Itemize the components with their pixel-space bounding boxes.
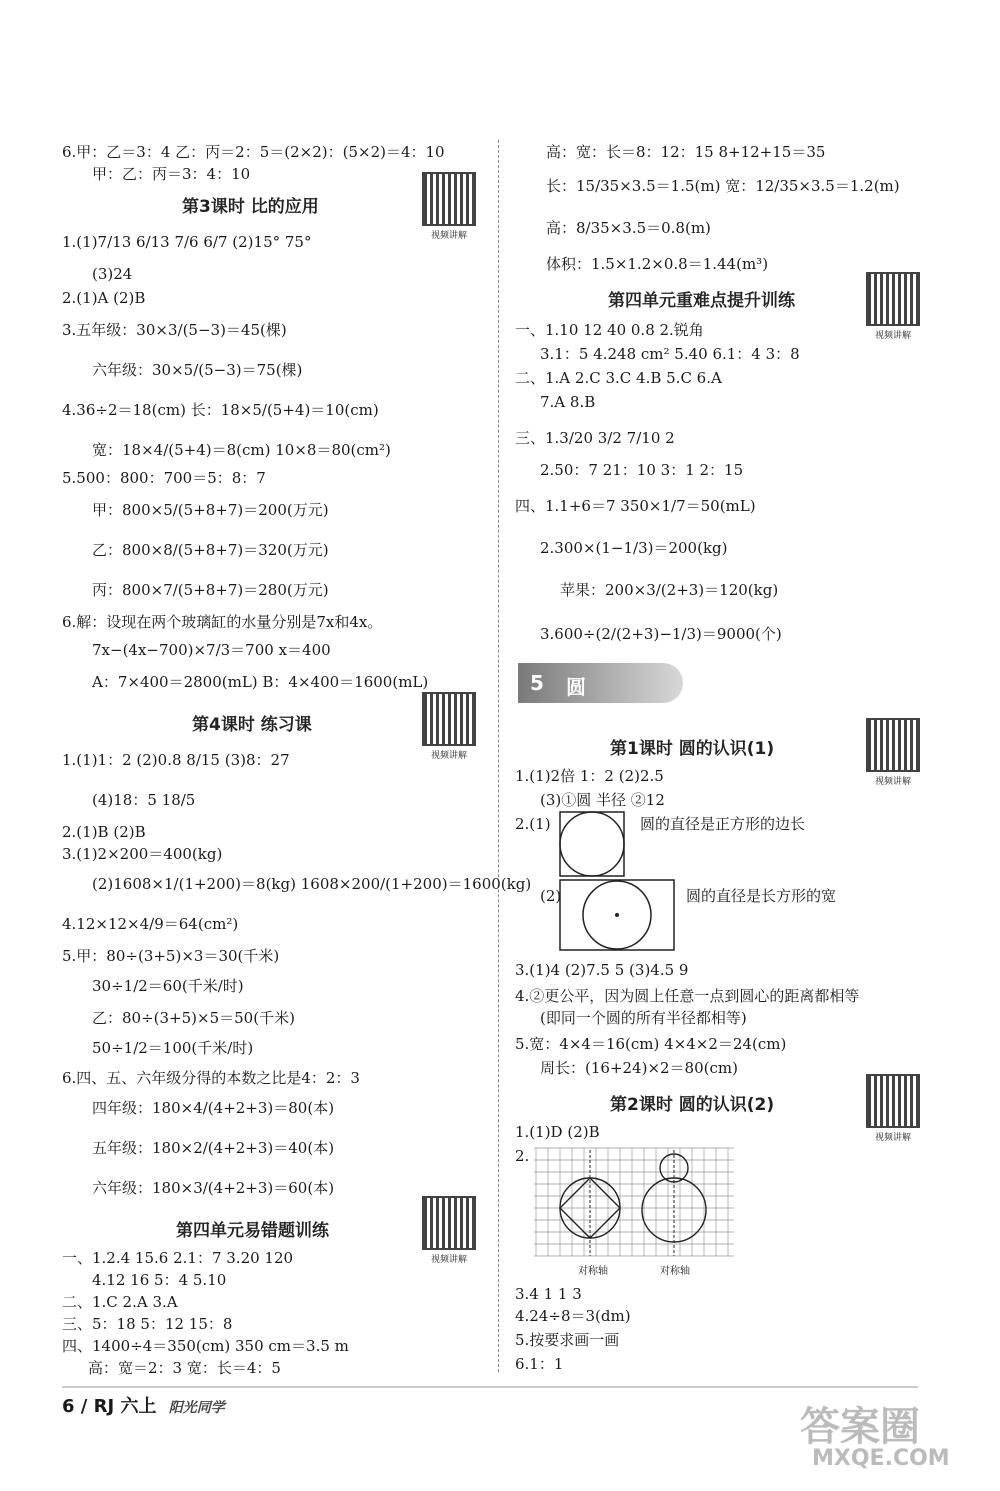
answer-line: 丙：800×7/(5+8+7)＝280(万元) [92, 581, 329, 599]
answer-line: 2.(1) [515, 815, 551, 833]
answer-line: 6.解：设现在两个玻璃缸的水量分别是7x和4x。 [62, 613, 383, 631]
section-heading: 第1课时 圆的认识(1) [610, 739, 775, 759]
answer-line: 甲：800×5/(5+8+7)＝200(万元) [92, 501, 329, 519]
unit-number: 5 [530, 671, 544, 695]
answer-line: 1.(1)1：2 (2)0.8 8/15 (3)8：27 [62, 751, 290, 769]
answer-line: 三、1.3/20 3/2 7/10 2 [515, 429, 675, 447]
axis-label: 对称轴 [660, 1266, 690, 1277]
answer-line: 2.(1)A (2)B [62, 289, 146, 307]
answer-line: 一、1.10 12 40 0.8 2.锐角 [515, 321, 704, 339]
answer-line: 5.500：800：700＝5：8：7 [62, 469, 266, 487]
answer-line: 甲：乙：丙＝3：4：10 [92, 165, 251, 183]
answer-line: 四年级：180×4/(4+2+3)＝80(本) [92, 1099, 335, 1117]
qr-code-icon[interactable] [866, 272, 920, 341]
answer-line: 3.4 1 1 3 [515, 1285, 582, 1303]
answer-line: 长：15/35×3.5＝1.5(m) 宽：12/35×3.5＝1.2(m) [546, 177, 900, 195]
answer-line: 三、5：18 5：12 15：8 [62, 1315, 233, 1333]
qr-caption: 视频讲解 [430, 1255, 467, 1265]
answer-line: 4.36÷2＝18(cm) 长：18×5/(5+4)＝10(cm) [62, 401, 379, 419]
answer-line: (3)24 [92, 265, 133, 283]
answer-line: 六年级：30×5/(5−3)＝75(棵) [92, 361, 303, 379]
answer-line: 50÷1/2＝100(千米/时) [92, 1039, 254, 1057]
answer-line: 高：宽：长＝8：12：15 8+12+15＝35 [546, 143, 826, 161]
section-heading: 第2课时 圆的认识(2) [610, 1095, 775, 1115]
qr-caption: 视频讲解 [430, 751, 467, 761]
answer-line: 1.(1)7/13 6/13 7/6 6/7 (2)15° 75° [62, 233, 312, 251]
watermark-logo: 答案圈 [800, 1404, 920, 1450]
column-divider [498, 140, 499, 1372]
answer-line: 乙：800×8/(5+8+7)＝320(万元) [92, 541, 329, 559]
qr-code-icon[interactable] [866, 1074, 920, 1143]
answer-line: 体积：1.5×1.2×0.8＝1.44(m³) [546, 255, 769, 273]
answer-line: (3)①圆 半径 ②12 [540, 791, 665, 809]
answer-line: 5.宽：4×4＝16(cm) 4×4×2＝24(cm) [515, 1035, 787, 1053]
answer-line: 二、1.C 2.A 3.A [62, 1293, 178, 1311]
qr-code-icon[interactable] [422, 172, 476, 241]
answer-line: 3.(1)2×200＝400(kg) [62, 845, 223, 863]
qr-code-icon[interactable] [866, 718, 920, 787]
answer-line: 7x−(4x−700)×7/3＝700 x＝400 [92, 641, 331, 659]
grid-symmetry-figure [534, 1146, 738, 1266]
answer-line: 苹果：200×3/(2+3)＝120(kg) [560, 581, 779, 599]
answer-line: 6.1：1 [515, 1355, 564, 1373]
qr-caption: 视频讲解 [430, 231, 467, 241]
qr-caption: 视频讲解 [874, 1133, 911, 1143]
answer-line: 3.五年级：30×3/(5−3)＝45(棵) [62, 321, 287, 339]
section-heading: 第四单元重难点提升训练 [608, 291, 795, 311]
section-heading: 第四单元易错题训练 [176, 1221, 329, 1241]
answer-line: 四、1.1+6＝7 350×1/7＝50(mL) [515, 497, 756, 515]
answer-line: 二、1.A 2.C 3.C 4.B 5.C 6.A [515, 369, 722, 387]
unit-banner [518, 663, 683, 703]
answer-line: 2.50：7 21：10 3：1 2：15 [540, 461, 744, 479]
answer-line: (2) [540, 887, 562, 905]
answer-line: 一、1.2.4 15.6 2.1：7 3.20 120 [62, 1249, 294, 1267]
answer-line: 4.12×12×4/9＝64(cm²) [62, 915, 239, 933]
figure-caption: 圆的直径是长方形的宽 [686, 887, 837, 905]
answer-line: 7.A 8.B [540, 393, 596, 411]
answer-line: 高：8/35×3.5＝0.8(m) [546, 219, 711, 237]
footer-text: 6 / RJ 六上 [62, 1396, 157, 1417]
answer-line: 高：宽＝2：3 宽：长＝4：5 [88, 1359, 281, 1377]
page-footer [62, 1392, 225, 1418]
qr-caption: 视频讲解 [874, 331, 911, 341]
answer-line: 乙：80÷(3+5)×5＝50(千米) [92, 1009, 295, 1027]
answer-line: 2.300×(1−1/3)＝200(kg) [540, 539, 728, 557]
qr-code-icon[interactable] [422, 692, 476, 761]
brand-logo: 阳光同学 [168, 1400, 225, 1416]
answer-line: 四、1400÷4＝350(cm) 350 cm＝3.5 m [62, 1337, 349, 1355]
figure-caption: 圆的直径是正方形的边长 [640, 815, 806, 833]
qr-code-icon[interactable] [422, 1196, 476, 1265]
unit-title: 圆 [566, 675, 586, 699]
answer-line: (4)18：5 18/5 [92, 791, 196, 809]
section-heading: 第4课时 练习课 [192, 715, 312, 735]
answer-line: 3.(1)4 (2)7.5 5 (3)4.5 9 [515, 961, 689, 979]
footer-rule [62, 1386, 918, 1388]
answer-line: 4.24÷8＝3(dm) [515, 1307, 631, 1325]
answer-line: 宽：18×4/(5+4)＝8(cm) 10×8＝80(cm²) [92, 441, 391, 459]
qr-caption: 视频讲解 [874, 777, 911, 787]
watermark-url: MXQE.COM [812, 1446, 950, 1471]
answer-line: 1.(1)D (2)B [515, 1123, 600, 1141]
rectangle-circle-figure [558, 878, 678, 954]
answer-line: (即同一个圆的所有半径都相等) [540, 1009, 747, 1027]
answer-line: 5.甲：80÷(3+5)×3＝30(千米) [62, 947, 280, 965]
answer-line: 6.甲：乙＝3：4 乙：丙＝2：5＝(2×2)：(5×2)＝4：10 [62, 143, 445, 161]
answer-line: 30÷1/2＝60(千米/时) [92, 977, 244, 995]
answer-line: 2. [515, 1147, 530, 1165]
answer-line: 3.600÷(2/(2+3)−1/3)＝9000(个) [540, 625, 782, 643]
answer-line: 六年级：180×3/(4+2+3)＝60(本) [92, 1179, 335, 1197]
answer-line: 6.四、五、六年级分得的本数之比是4：2：3 [62, 1069, 360, 1087]
answer-line: 1.(1)2倍 1：2 (2)2.5 [515, 767, 664, 785]
answer-line: 4.12 16 5：4 5.10 [92, 1271, 227, 1289]
square-circle-figure [558, 810, 628, 880]
answer-line: A：7×400＝2800(mL) B：4×400＝1600(mL) [92, 673, 429, 691]
axis-label: 对称轴 [578, 1266, 608, 1277]
answer-line: 五年级：180×2/(4+2+3)＝40(本) [92, 1139, 335, 1157]
answer-line: 周长：(16+24)×2＝80(cm) [540, 1059, 738, 1077]
section-heading: 第3课时 比的应用 [182, 197, 319, 217]
answer-line: 2.(1)B (2)B [62, 823, 146, 841]
answer-line: 5.按要求画一画 [515, 1331, 620, 1349]
answer-line: 4.②更公平，因为圆上任意一点到圆心的距离都相等 [515, 987, 860, 1005]
answer-line: 3.1：5 4.248 cm² 5.40 6.1：4 3：8 [540, 345, 800, 363]
answer-line: (2)1608×1/(1+200)＝8(kg) 1608×200/(1+200)＝1600(kg) [92, 875, 532, 893]
